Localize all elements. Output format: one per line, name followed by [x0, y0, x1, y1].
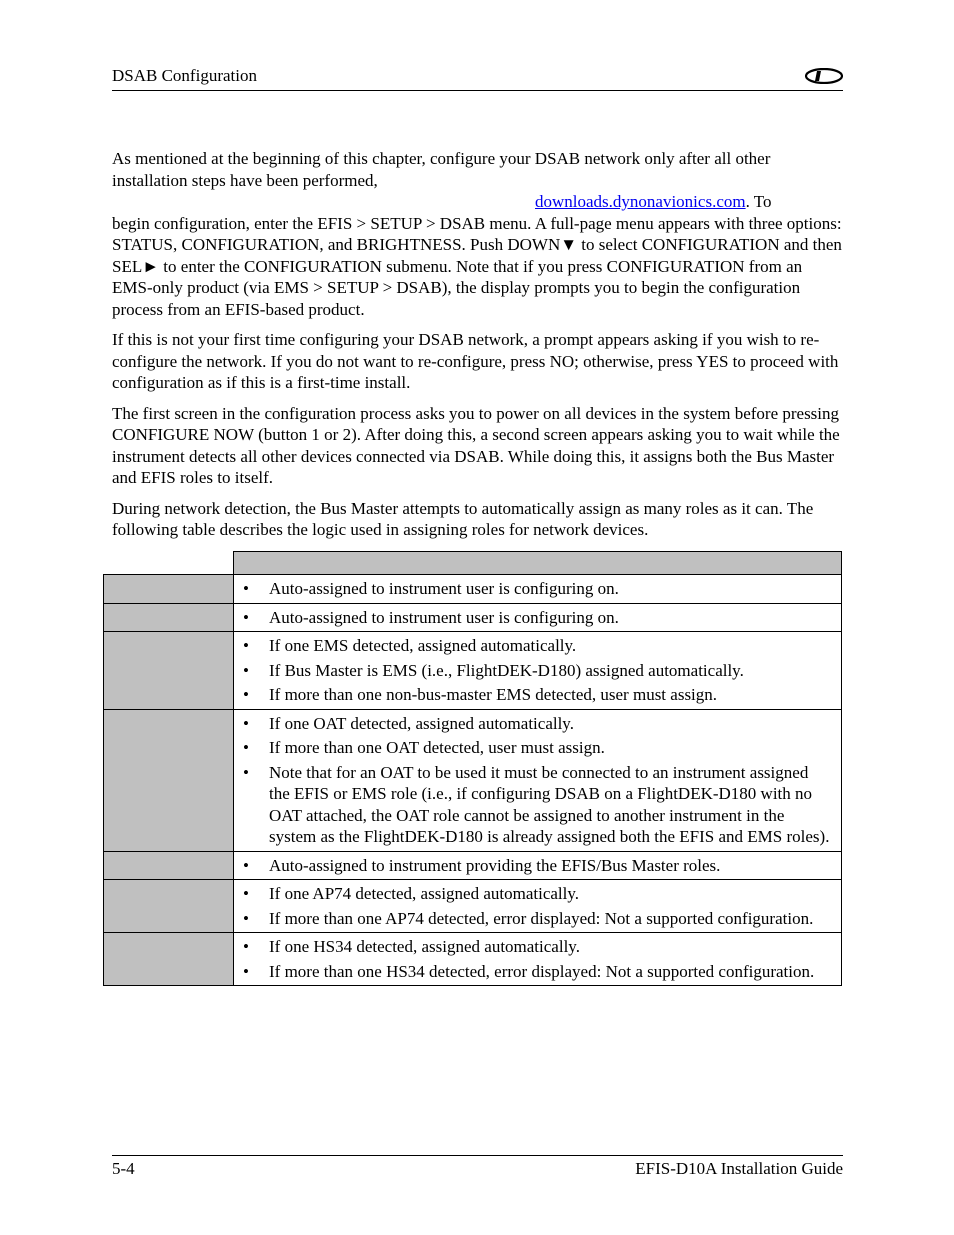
bullet-icon: •	[243, 685, 249, 704]
list-item	[243, 635, 841, 657]
paragraph-reconfigure: If this is not your first time configuring your DSAB network, a prompt appears asking if you wish to re-configure the network. If you do not want to re-configure, press NO; otherwise, press YES to proceed with configuration as if this is a first-time install.	[112, 330, 839, 392]
bullet-icon: •	[243, 738, 249, 757]
role-name-cell	[104, 632, 234, 710]
list-item	[243, 961, 841, 983]
paragraph-intro	[112, 148, 844, 320]
bullet-text: If one AP74 detected, assigned automatically.	[269, 884, 580, 903]
page-footer	[112, 1155, 843, 1178]
bullet-icon: •	[243, 855, 249, 875]
intro-line-3-suffix: . To	[745, 192, 772, 211]
role-logic-cell	[234, 603, 842, 632]
bullet-icon: •	[243, 660, 249, 680]
bullet-list	[234, 575, 841, 603]
list-item	[243, 684, 841, 706]
bullet-list	[234, 852, 841, 880]
bullet-list	[234, 880, 841, 932]
list-item	[243, 660, 841, 682]
role-logic-cell	[234, 632, 842, 710]
bullet-icon: •	[243, 607, 249, 627]
bullet-text: Auto-assigned to instrument providing the EFIS/Bus Master roles.	[269, 855, 721, 875]
list-item	[243, 762, 841, 848]
bullet-text: If one EMS detected, assigned automatically.	[269, 636, 577, 655]
list-item	[243, 713, 841, 735]
list-item	[243, 883, 841, 905]
table-row	[104, 880, 842, 933]
bullet-icon: •	[243, 908, 249, 928]
role-name-cell	[104, 709, 234, 851]
role-name-cell	[104, 575, 234, 604]
bullet-icon: •	[243, 884, 249, 903]
table-header-cell	[234, 552, 842, 575]
bullet-text: If more than one OAT detected, user must assign.	[269, 738, 605, 757]
role-name-cell	[104, 880, 234, 933]
list-item	[243, 855, 841, 877]
table-row	[104, 709, 842, 851]
role-logic-cell	[234, 851, 842, 880]
list-item	[243, 737, 841, 759]
bullet-text: Auto-assigned to instrument user is configuring on.	[269, 607, 619, 627]
table-row	[104, 603, 842, 632]
bullet-text: Note that for an OAT to be used it must be connected to an instrument assigned the EFIS or EMS role (i.e., if configuring DSAB on a FlightDEK-D180 with no OAT attached, the OAT role cannot be assigned to another instrument in the system as the FlightDEK-D180 is already assigned both the EFIS and EMS roles).	[269, 762, 830, 846]
role-assignment-table	[103, 551, 842, 986]
bullet-list	[234, 604, 841, 632]
table-row	[104, 933, 842, 986]
table-header-blank	[104, 552, 234, 575]
bullet-text: Auto-assigned to instrument user is configuring on.	[269, 579, 619, 598]
intro-line-2: installation steps have been performed,	[112, 170, 378, 190]
role-name-cell	[104, 603, 234, 632]
bullet-icon: •	[243, 579, 249, 598]
table-row	[104, 632, 842, 710]
bullet-text: If one HS34 detected, assigned automatically.	[269, 937, 580, 956]
role-logic-cell	[234, 933, 842, 986]
role-name-cell	[104, 933, 234, 986]
bullet-list	[234, 632, 841, 709]
page-header	[112, 64, 843, 91]
bullet-text: If one OAT detected, assigned automatically.	[269, 713, 574, 733]
guide-title: EFIS-D10A Installation Guide	[635, 1159, 843, 1178]
bullet-text: If more than one AP74 detected, error displayed: Not a supported configuration.	[269, 908, 814, 928]
bullet-list	[234, 710, 841, 851]
dynon-logo-icon	[805, 68, 843, 84]
downloads-link[interactable]: downloads.dynonavionics.com	[535, 192, 746, 211]
bullet-icon: •	[243, 713, 249, 733]
page-number: 5-4	[112, 1159, 135, 1178]
intro-line-1: As mentioned at the beginning of this chapter, configure your DSAB network only after all other	[112, 149, 771, 168]
bullet-icon: •	[243, 937, 249, 956]
list-item	[243, 607, 841, 629]
paragraph-first-screen: The first screen in the configuration process asks you to power on all devices in the system before pressing CONFIGURE NOW (button 1 or 2). After doing this, a second screen appears asking you to wait while the instrument detects all other devices connected via DSAB. While doing this, it assigns both the Bus Master and EFIS roles to itself.	[112, 403, 840, 487]
intro-line-3	[112, 191, 844, 213]
body-text	[112, 148, 844, 550]
list-item	[243, 936, 841, 958]
table-row	[104, 851, 842, 880]
role-name-cell	[104, 851, 234, 880]
bullet-icon: •	[243, 762, 249, 782]
bullet-icon: •	[243, 961, 249, 981]
intro-rest: begin configuration, enter the EFIS > SETUP > DSAB menu. A full-page menu appears with three options: STATUS, CONFIGURATION, and BRIGHTNESS. Push DOWN▼ to select CONFIGURATION and then SEL► to enter the CONFIGURATION submenu. Note that if you press CONFIGURATION from an EMS-only product (via EMS > SETUP > DSAB), the display prompts you to begin the configuration process from an EFIS-based product.	[112, 213, 842, 319]
table-header-row	[104, 552, 842, 575]
list-item	[243, 578, 841, 600]
bullet-list	[234, 933, 841, 985]
bullet-text: If more than one non-bus-master EMS detected, user must assign.	[269, 685, 718, 704]
paragraph-network-detection: During network detection, the Bus Master attempts to automatically assign as many roles as it can. The following table describes the logic used in assigning roles for network devices.	[112, 498, 814, 539]
role-logic-cell	[234, 880, 842, 933]
list-item	[243, 908, 841, 930]
bullet-text: If more than one HS34 detected, error displayed: Not a supported configuration.	[269, 961, 815, 981]
table-row	[104, 575, 842, 604]
role-logic-cell	[234, 575, 842, 604]
bullet-text: If Bus Master is EMS (i.e., FlightDEK-D180) assigned automatically.	[269, 660, 744, 680]
header-title: DSAB Configuration	[112, 66, 257, 85]
bullet-icon: •	[243, 636, 249, 655]
role-logic-cell	[234, 709, 842, 851]
